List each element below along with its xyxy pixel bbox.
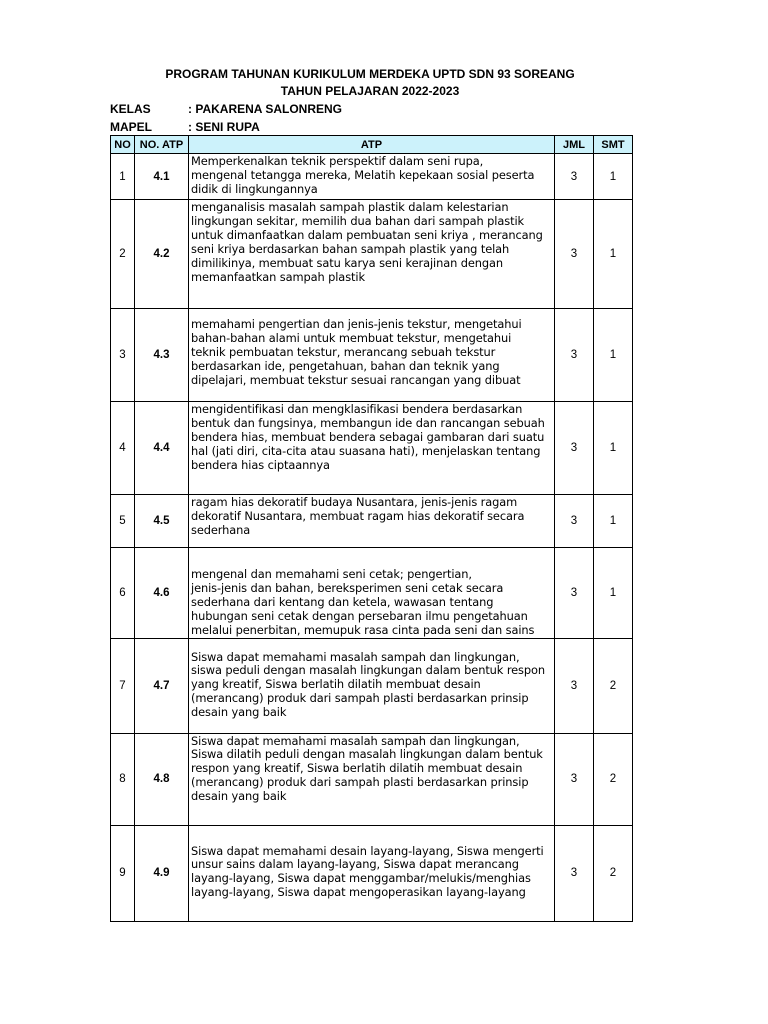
row-jml: 3 [555, 733, 594, 825]
row-atp-text: Siswa dapat memahami masalah sampah dan lingkungan, Siswa dilatih peduli dengan masalah lingkungan dalam bentuk respon yang kreatif, Siswa berlatih dilatih membuat desain (merancang) produk dari sampah plasti berdasarkan prinsip desain yang baik [191, 733, 543, 804]
row-atp-code: 4.7 [135, 638, 189, 733]
row-atp-cell [189, 638, 555, 733]
row-no: 6 [111, 548, 135, 639]
row-smt: 2 [594, 733, 633, 825]
row-atp-code: 4.3 [135, 309, 189, 402]
mapel-value: : SENI RUPA [188, 120, 260, 134]
row-smt: 2 [594, 638, 633, 733]
row-no: 4 [111, 402, 135, 495]
row-atp-code: 4.4 [135, 402, 189, 495]
table-row [111, 495, 633, 548]
table-row [111, 200, 633, 309]
mapel-row [110, 119, 260, 135]
row-no: 9 [111, 825, 135, 921]
row-smt: 1 [594, 309, 633, 402]
row-atp-code: 4.2 [135, 200, 189, 309]
table-header-row [111, 136, 633, 154]
row-jml: 3 [555, 154, 594, 200]
row-atp-text: menganalisis masalah sampah plastik dalam kelestarian lingkungan sekitar, memilih dua bahan dari sampah plastik untuk dimanfaatkan dalam pembuatan seni kriya , merancang seni kriya berdasarkan bahan sampah plastik yang telah dimilikinya, membuat satu karya seni kerajinan dengan memanfaatkan sampah plastik [191, 200, 543, 284]
header-atp: ATP [189, 136, 555, 154]
row-atp-cell [189, 154, 555, 200]
kelas-row [110, 101, 342, 117]
table-row [111, 309, 633, 402]
row-jml: 3 [555, 309, 594, 402]
row-no: 7 [111, 638, 135, 733]
mapel-label: MAPEL [110, 120, 152, 134]
row-no: 8 [111, 733, 135, 825]
row-smt: 1 [594, 200, 633, 309]
row-atp-cell [189, 200, 555, 309]
header-smt: SMT [594, 136, 633, 154]
row-smt: 1 [594, 402, 633, 495]
row-smt: 2 [594, 825, 633, 921]
row-smt: 1 [594, 548, 633, 639]
document-title: PROGRAM TAHUNAN KURIKULUM MERDEKA UPTD SDN 93 SOREANG [165, 67, 575, 81]
row-atp-text: ragam hias dekoratif budaya Nusantara, jenis-jenis ragam dekoratif Nusantara, membuat ragam hias dekoratif secara sederhana [191, 495, 525, 537]
row-jml: 3 [555, 200, 594, 309]
row-no: 1 [111, 154, 135, 200]
table-row [111, 402, 633, 495]
row-jml: 3 [555, 638, 594, 733]
table-row [111, 638, 633, 733]
row-atp-text: Memperkenalkan teknik perspektif dalam seni rupa, mengenal tetangga mereka, Melatih kepekaan sosial peserta didik di lingkungannya [191, 154, 535, 196]
row-atp-code: 4.8 [135, 733, 189, 825]
table-row [111, 733, 633, 825]
header-jml: JML [555, 136, 594, 154]
row-atp-cell [189, 495, 555, 548]
atp-table [110, 135, 633, 922]
row-smt: 1 [594, 154, 633, 200]
table-row [111, 825, 633, 921]
row-atp-cell [189, 825, 555, 921]
header-no-atp: NO. ATP [135, 136, 189, 154]
kelas-value: : PAKARENA SALONRENG [188, 102, 343, 116]
document-subtitle: TAHUN PELAJARAN 2022-2023 [280, 84, 460, 98]
header-no: NO [111, 136, 135, 154]
table-row [111, 154, 633, 200]
row-jml: 3 [555, 402, 594, 495]
row-atp-cell [189, 733, 555, 825]
kelas-label: KELAS [110, 102, 151, 116]
row-atp-code: 4.6 [135, 548, 189, 639]
row-no: 2 [111, 200, 135, 309]
row-no: 5 [111, 495, 135, 548]
row-atp-code: 4.9 [135, 825, 189, 921]
row-jml: 3 [555, 495, 594, 548]
row-atp-text: Siswa dapat memahami masalah sampah dan lingkungan, siswa peduli dengan masalah lingkungan dalam bentuk respon yang kreatif, Siswa berlatih dilatih membuat desain (merancang) produk dari sampah plasti berdasarkan prinsip desain yang baik [191, 649, 546, 720]
row-atp-text: memahami pengertian dan jenis-jenis tekstur, mengetahui bahan-bahan alami untuk membuat tekstur, mengetahui teknik pembuatan tekstur, merancang sebuah tekstur berdasarkan ide, pengetahuan, bahan dan teknik yang dipelajari, membuat tekstur sesuai rancangan yang dibuat [191, 317, 522, 387]
row-jml: 3 [555, 548, 594, 639]
row-atp-cell [189, 402, 555, 495]
table-row [111, 548, 633, 639]
row-no: 3 [111, 309, 135, 402]
row-atp-text: Siswa dapat memahami desain layang-layang, Siswa mengerti unsur sains dalam layang-layang, Siswa dapat merancang layang-layang, Siswa dapat menggambar/melukis/menghias layang-layang, Siswa dapat mengoperasikan layang-layang [191, 843, 544, 900]
row-atp-code: 4.5 [135, 495, 189, 548]
row-atp-text: mengidentifikasi dan mengklasifikasi bendera berdasarkan bentuk dan fungsinya, membangun ide dan rancangan sebuah bendera hias, membuat bendera sebagai gambaran dari suatu hal (jati diri, cita-cita atau suasana hati), menjelaskan tentang bendera hias ciptaannya [191, 402, 545, 472]
row-atp-code: 4.1 [135, 154, 189, 200]
row-atp-cell [189, 548, 555, 639]
row-atp-text: mengenal dan memahami seni cetak; pengertian, jenis-jenis dan bahan, bereksperimen seni cetak secara sederhana dari kentang dan ketela, wawasan tentang hubungan seni cetak dengan persebaran ilmu pengetahuan melalui penerbitan, memupuk rasa cinta pada seni dan sains [191, 567, 535, 637]
row-jml: 3 [555, 825, 594, 921]
row-smt: 1 [594, 495, 633, 548]
row-atp-cell [189, 309, 555, 402]
